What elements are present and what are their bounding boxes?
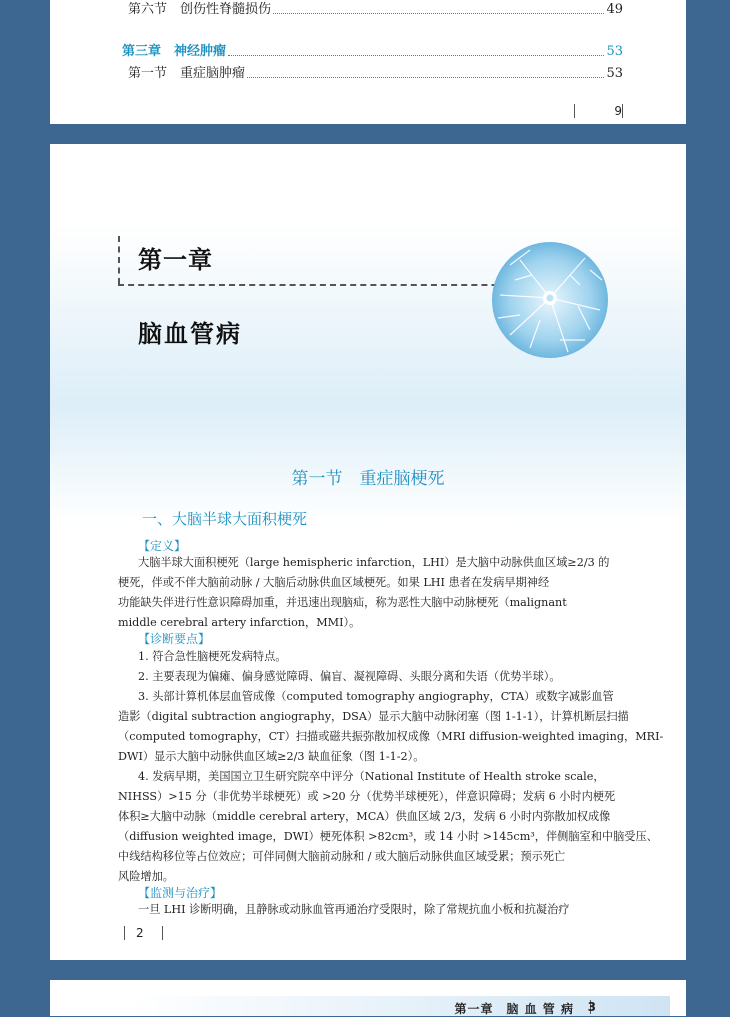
body-text-line: 造影（digital subtraction angiography，DSA）显示大脑中动脉闭塞（图 1-1-1），计算机断层扫描 [118, 710, 629, 723]
page-number: 2 [136, 926, 144, 940]
page-number: 9 [614, 104, 622, 118]
toc-entry[interactable] [128, 2, 623, 18]
dashed-divider-vertical [118, 236, 120, 284]
body-text-line: 梗死，伴或不伴大脑前动脉 / 大脑后动脉供血区域梗死。如果 LHI 患者在发病早期神经 [118, 576, 550, 589]
body-text-line: 大脑半球大面积梗死（large hemispheric infarction，LHI）是大脑中动脉供血区域≥2/3 的 [138, 556, 610, 569]
dashed-divider-horizontal [118, 284, 548, 286]
toc-entry-label: 第一节 重症脑肿瘤 [128, 66, 246, 81]
body-text-line: （diffusion weighted image，DWI）梗死体积 >82cm³，或 14 小时 >145cm³，伴侧脑室和中脑受压、 [118, 830, 658, 843]
body-text-line: （computed tomography，CT）扫描或磁共振弥散加权成像（MRI diffusion-weighted imaging，MRI- [118, 730, 664, 743]
body-text-line: 功能缺失伴进行性意识障碍加重，并迅速出现脑疝，称为恶性大脑中动脉梗死（malignant [118, 596, 567, 609]
body-text-line: NIHSS）>15 分（非优势半球梗死）或 >20 分（优势半球梗死），伴意识障碍；发病 6 小时内梗死 [118, 790, 616, 803]
next-page [50, 980, 686, 1016]
body-text-line: 风险增加。 [118, 870, 174, 883]
toc-entry[interactable] [128, 66, 623, 82]
body-text-line: 一旦 LHI 诊断明确，且静脉或动脉血管再通治疗受限时，除了常规抗血小板和抗凝治疗 [138, 903, 570, 916]
body-text-line: 体积≥大脑中动脉（middle cerebral artery，MCA）供血区域 2/3，发病 6 小时内弥散加权成像 [118, 810, 611, 823]
page-number-divider [162, 926, 163, 940]
running-head: 第一章 脑 血 管 病 [454, 1002, 574, 1016]
section-title: 第一节 重症脑梗死 [291, 469, 445, 489]
monitoring-tag: 【监测与治疗】 [138, 886, 223, 900]
body-text-line: DWI）显示大脑中动脉供血区域≥2/3 缺血征象（图 1-1-2）。 [118, 750, 425, 763]
toc-page [50, 0, 686, 124]
page-number-divider [124, 926, 125, 940]
chapter-label: 第一章 [138, 246, 213, 274]
body-text-line: 中线结构移位等占位效应；可伴同侧大脑前动脉和 / 或大脑后动脉供血区域受累；预示死亡 [118, 850, 566, 863]
body-text-line: 2. 主要表现为偏瘫、偏身感觉障碍、偏盲、凝视障碍、头眼分离和失语（优势半球）。 [138, 670, 561, 683]
body-text-line: 4. 发病早期，美国国立卫生研究院卒中评分（National Institute of Health stroke scale， [138, 770, 605, 783]
diagnosis-tag: 【诊断要点】 [138, 632, 211, 646]
neuron-illustration [490, 240, 610, 360]
chapter-title: 脑血管病 [138, 320, 242, 348]
toc-entry-label: 第六节 创伤性脊髓损伤 [128, 2, 272, 17]
toc-leader-dots [247, 77, 604, 78]
toc-entry-page: 53 [606, 66, 623, 81]
body-text-line: 1. 符合急性脑梗死发病特点。 [138, 650, 287, 663]
body-text-line: 3. 头部计算机体层血管成像（computed tomography angiography，CTA）或数字减影血管 [138, 690, 614, 703]
toc-entry-label: 第三章 神经肿瘤 [122, 44, 227, 59]
page-number: 3 [587, 1000, 596, 1014]
definition-tag: 【定义】 [138, 539, 187, 553]
toc-chapter-entry[interactable] [122, 44, 623, 60]
page-number-divider [622, 104, 623, 118]
body-text-line: middle cerebral artery infarction，MMI）。 [118, 616, 361, 629]
subsection-heading: 一、大脑半球大面积梗死 [142, 510, 308, 528]
toc-leader-dots [228, 55, 604, 56]
chapter-page [50, 144, 686, 960]
toc-entry-page: 49 [606, 2, 623, 17]
toc-entry-page: 53 [606, 44, 623, 59]
toc-leader-dots [273, 13, 604, 14]
page-number-divider [574, 104, 575, 118]
